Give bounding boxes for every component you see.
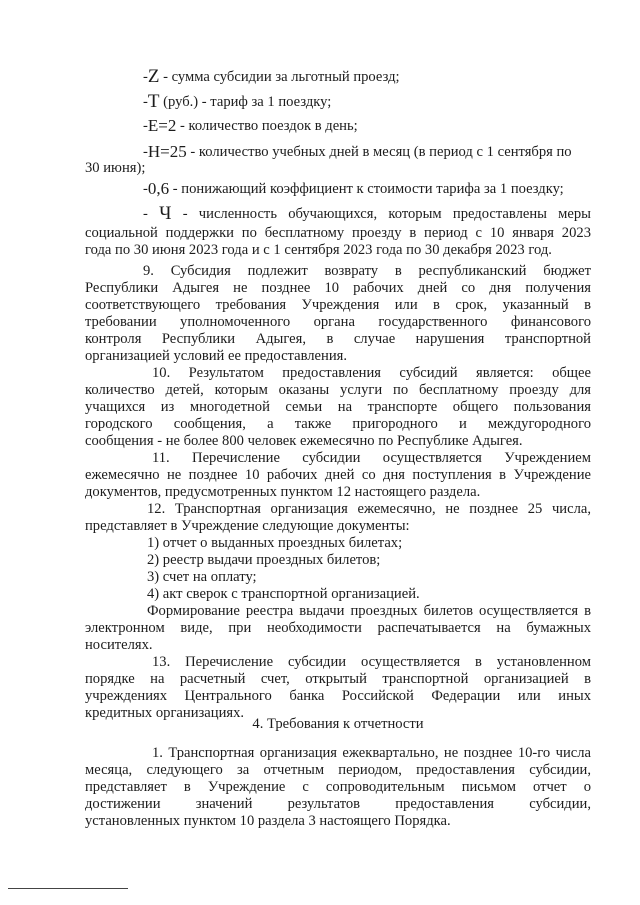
paragraph-line: Республики Адыгея не позднее 10 рабочих дней со дня получения [85, 280, 591, 296]
definition-ch [143, 205, 591, 223]
definition-symbol: 0,6 [147, 179, 170, 198]
definition-dash: - [143, 181, 148, 197]
definition-coef [143, 180, 564, 198]
definition-dash: - [143, 206, 148, 222]
definition-dash: - [143, 94, 148, 110]
definition-e [143, 117, 358, 135]
definition-continuation: 30 июня); [85, 160, 146, 176]
paragraph-line: носителях. [85, 637, 153, 653]
paragraph-line: 12. Транспортная организация ежемесячно, не позднее 25 числа, [147, 501, 591, 517]
paragraph-line: установленных пунктом 10 раздела 3 настоящего Порядка. [85, 813, 451, 829]
paragraph-line: контроля Республики Адыгея, в случае нарушения транспортной [85, 331, 591, 347]
definition-symbol: Z [147, 66, 160, 87]
paragraph-line: электронном виде, при необходимости распечатывается на бумажных [85, 620, 591, 636]
paragraph-line: учащихся из многодетной семьи на транспорте общего пользования [85, 399, 591, 415]
definition-text: - сумма субсидии за льготный проезд; [159, 69, 400, 85]
definition-text: - численность обучающихся, которым предоставлены меры [171, 206, 591, 222]
definition-symbol: Н=25 [147, 142, 187, 161]
definition-symbol: Е=2 [147, 116, 177, 135]
definition-symbol: Т [147, 91, 160, 112]
paragraph-line: достижении значений результатов предоставления субсидии, [85, 796, 591, 812]
paragraph-line: 11. Перечисление субсидии осуществляется Учреждением [152, 450, 591, 466]
paragraph-line: месяца, следующего за отчетным периодом, предоставления субсидии, [85, 762, 591, 778]
section-heading: 4. Требования к отчетности [252, 716, 424, 732]
definition-symbol: Ч [159, 203, 172, 224]
paragraph-line: организацией условий ее предоставления. [85, 348, 348, 364]
definition-continuation: социальной поддержки по бесплатному проезду в период с 10 января 2023 [85, 225, 591, 241]
paragraph-line: учреждениях Центрального банка Российской Федерации или иных [85, 688, 591, 704]
paragraph-line: ежемесячно не позднее 10 рабочих дней со дня поступления в Учреждение [85, 467, 591, 483]
paragraph-line: представляет в Учреждение с сопроводительным письмом отчет о [85, 779, 591, 795]
paragraph-line: 1. Транспортная организация ежеквартально, не позднее 10-го числа [152, 745, 591, 761]
list-item: 3) счет на оплату; [147, 569, 257, 585]
definition-text: - понижающий коэффициент к стоимости тарифа за 1 поездку; [169, 181, 564, 197]
paragraph-line: Формирование реестра выдачи проездных билетов осуществляется в [147, 603, 591, 619]
paragraph-line: сообщения - не более 800 человек ежемесячно по Республике Адыгея. [85, 433, 523, 449]
list-item: 1) отчет о выданных проездных билетах; [147, 535, 403, 551]
definition-dash: - [143, 144, 148, 160]
paragraph-line: 9. Субсидия подлежит возврату в республиканский бюджет [143, 263, 591, 279]
footer-divider [8, 888, 128, 889]
definition-dash: - [143, 118, 148, 134]
paragraph-line: порядке на расчетный счет, открытый транспортной организацией в [85, 671, 591, 687]
definition-continuation: года по 30 июня 2023 года и с 1 сентября 2023 года по 30 декабря 2023 год. [85, 242, 552, 258]
paragraph-line: требовании уполномоченного органа государственного финансового [85, 314, 591, 330]
paragraph-line: представляет в Учреждение следующие документы: [85, 518, 410, 534]
list-item: 4) акт сверок с транспортной организацией. [147, 586, 420, 602]
paragraph-line: городского сообщения, а также пригородного и междугородного [85, 416, 591, 432]
paragraph-line: документов, предусмотренных пунктом 12 настоящего раздела. [85, 484, 481, 500]
definition-z [143, 68, 400, 86]
definition-text: - количество учебных дней в месяц (в период с 1 сентября по [186, 144, 572, 160]
definition-dash: - [143, 69, 148, 85]
definition-text: - количество поездок в день; [176, 118, 358, 134]
definition-text: (руб.) - тариф за 1 поездку; [159, 94, 332, 110]
definition-t [143, 93, 331, 111]
paragraph-line: соответствующего требования Учреждения или в срок, указанный в [85, 297, 591, 313]
paragraph-line: кредитных организациях. [85, 705, 245, 721]
definition-h [143, 143, 572, 161]
paragraph-line: количество детей, которым оказаны услуги по бесплатному проезду для [85, 382, 591, 398]
paragraph-line: 10. Результатом предоставления субсидий является: общее [152, 365, 591, 381]
list-item: 2) реестр выдачи проездных билетов; [147, 552, 381, 568]
paragraph-line: 13. Перечисление субсидии осуществляется в установленном [152, 654, 591, 670]
